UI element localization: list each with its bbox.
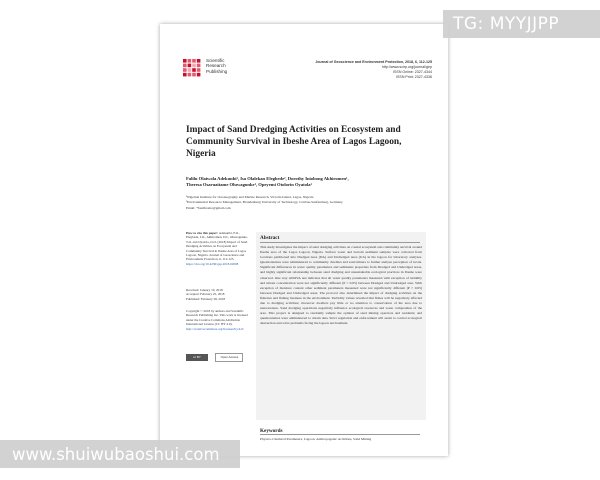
- email: Email: *fasilfreshc@gmail.com: [186, 206, 231, 211]
- open-access-badge: Open Access: [215, 353, 243, 362]
- affiliations: ¹Nigerian Institute for Oceanography and Marine Research, Victoria Island, Lagos, Nigeria ²Environmental Resource Management, Brandenburg University of Technology, Cottbus-Senftenberg, Germany Email: *fasilfreshc@gmail.com: [186, 195, 422, 211]
- cc-by-badge[interactable]: cc BY: [186, 354, 208, 361]
- keywords-rule: [260, 434, 420, 435]
- logo-square: [183, 68, 187, 72]
- logo-square: [192, 64, 196, 68]
- license-link[interactable]: http://creativecommons.org/licenses/by/4.0/: [186, 326, 244, 331]
- authors: Falilu Olaiwola Adekunbi¹, Isa Olalekan Elegbede², Dorothy Iniobong Akhiromen¹, Theresa Osaruaitame Oluwagunke¹, Opeyemi Otolorin Oyatola¹: [186, 176, 349, 188]
- logo-square: [192, 73, 196, 77]
- abstract-text: This study investigates the impact of sand dredging activities on coastal ecosystem and community survival around Ibeshe area of the Lagos Lagoon, Nigeria. Surface water and bottom sediment samples were collected from locations partitioned into Dredged Area (DA) and Undredged Area (UA) in the lagoon for laboratory analyses. Questionnaires were administered to community dwellers and sand miners to further analyze perception of locals. Significant differences in water quality parameters and sediments properties from Dredged and Undredged areas, and highly significant relationship between sand dredging and unsustainable ecological practices in Ibeshe were observed. One way ANOVA test indicates that all water quality parameters measured with exception of turbidity and nitrate concentration were not significantly different (P > 0.05) between Dredged and Undredged area. With exception of moisture content other sediment parameters measured were not significantly different (P > 0.05) between Dredged and Undredged areas. The protocol also determined the impact of dredging activities on the fisheries and fishing business in the environment. Turbidity values revealed that fishes will be negatively affected due to dredging activities; moreover dwellers pay little or no attention to conservation of the area due to unawareness. Sand dredging operations negatively influence ecological resources and water composition of the area. This project is designed to randomly sample the opinion of sand mining operators and residents; and questionnaires were administered to obtain data. Strict regulation and enforcement will assist to control ecological destruction and solve problems facing the lagoon environment.: [260, 245, 422, 326]
- dates: Received: January 10, 2018 Accepted: February 25, 2018 Published: February 28, 2018: [186, 288, 226, 301]
- logo-square: [197, 68, 201, 72]
- logo-square: [197, 59, 201, 63]
- logo-square: [192, 59, 196, 63]
- logo-square: [192, 68, 196, 72]
- journal-name: Journal of Geoscience and Environment Protection, 2018, 6, 112-125: [315, 60, 432, 64]
- publisher-logo-icon: [182, 58, 202, 78]
- issn-online: ISSN Online: 2327-4344: [393, 70, 432, 74]
- logo-square: [188, 59, 192, 63]
- logo-square: [188, 68, 192, 72]
- journal-url-link[interactable]: http://www.scirp.org/journal/gep: [381, 65, 432, 69]
- cite-doi-link[interactable]: https://doi.org/10.4236/gep.2018.62008: [186, 261, 239, 266]
- logo-square: [197, 73, 201, 77]
- issn-print: ISSN Print: 2327-4336: [396, 75, 432, 79]
- paper-title: Impact of Sand Dredging Activities on Ecosystem and Community Survival in Ibeshe Area of Lagos Lagoon, Nigeria: [186, 125, 402, 159]
- watermark-tg: TG: MYYJJPP: [443, 10, 600, 38]
- watermark-site: www.shuiwubaoshui.com: [0, 440, 240, 468]
- journal-info: [292, 60, 432, 80]
- abstract-rule: [260, 242, 420, 243]
- logo-square: [188, 64, 192, 68]
- logo-square: [183, 64, 187, 68]
- abstract-heading: Abstract: [260, 235, 280, 241]
- how-to-cite: How to cite this paper: Adekunbi, F.O., Elegbede, I.O., Akhiromen, D.I., Oluwagunke, T.O. and Oyatola, O.O. (2018) Impact of Sand Dredging Activities on Ecosystem and Community Survival in Ibeshe Area of Lagos Lagoon, Nigeria. Journal of Geoscience and Environment Protection, 6, 112-125. https://doi.org/10.4236/gep.2018.62008: [186, 231, 248, 266]
- logo-square: [183, 59, 187, 63]
- keywords-heading: Keywords: [260, 428, 283, 434]
- logo-square: [188, 73, 192, 77]
- logo-square: [183, 73, 187, 77]
- paper-page: [160, 24, 448, 456]
- copyright: Copyright © 2018 by authors and Scientific Research Publishing Inc. This work is licensed under the Creative Commons Attribution International License (CC BY 4.0). http://creativecommons.org/licenses/by/4.0/: [186, 309, 248, 331]
- logo-square: [197, 64, 201, 68]
- license-badges: [186, 345, 248, 359]
- keywords-text: Physico-Chemical Parameters, Lagoon, Anthropogenic Activities, Sand Mining: [260, 437, 372, 441]
- publisher-name: Scientific Research Publishing: [206, 58, 228, 74]
